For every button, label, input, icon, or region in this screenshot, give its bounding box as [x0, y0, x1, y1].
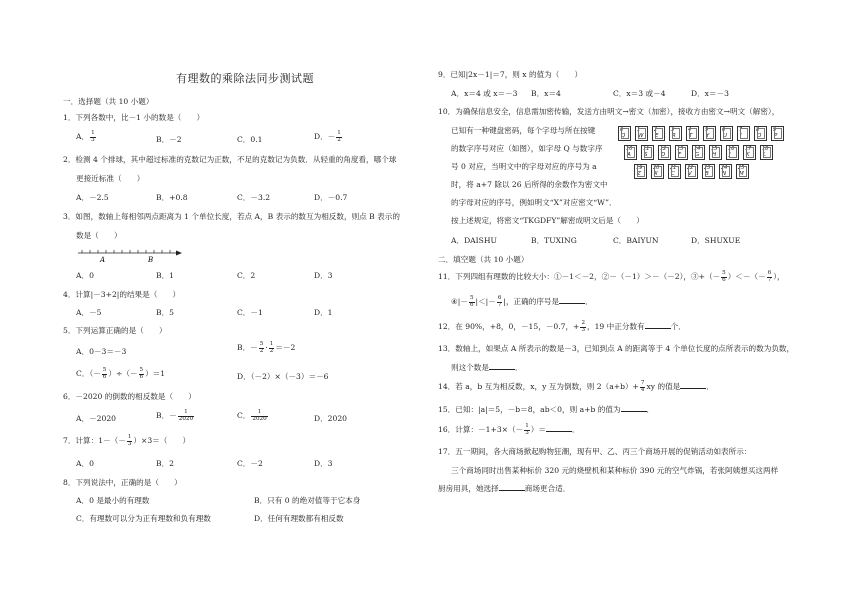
question-3-stem-cont: 数是（ ）: [76, 231, 122, 240]
q1-option-d[interactable]: D．－ $\frac{1}{2}$: [314, 130, 341, 143]
q8-option-c[interactable]: C．有理数可以分为正有理数和负有理数: [76, 514, 211, 523]
question-8-stem: 8．下列说法中，正确的是（ ）: [63, 478, 182, 487]
q3-option-c[interactable]: C．2: [237, 271, 256, 280]
cipher-key-letter: T: [689, 133, 693, 140]
question-17-line2: 三个商场同时出售某种标价 320 元的烧壁机和某种标价 390 元的空气炸锅，若张阿姨想买这两样: [451, 466, 779, 475]
q2-option-c[interactable]: C．－3.2: [237, 193, 271, 202]
cipher-key-letter: M: [739, 171, 744, 178]
q8-option-b[interactable]: B．只有 0 的绝对值等于它本身: [254, 496, 361, 505]
cipher-key: [726, 145, 739, 160]
cipher-key-number: 9: [773, 127, 777, 133]
cipher-key-letter: C: [671, 171, 675, 178]
cipher-key-letter: A: [627, 152, 631, 159]
cipher-key: [686, 126, 699, 141]
cipher-key-number: 1: [637, 127, 641, 133]
cipher-key-number: 17: [745, 146, 752, 152]
q4-option-b[interactable]: B．5: [156, 308, 175, 317]
cipher-key-number: 16: [728, 146, 735, 152]
q2-option-b[interactable]: B．+0.8: [156, 193, 188, 202]
cipher-key: [634, 164, 647, 179]
cipher-key-letter: V: [688, 171, 692, 178]
q11-answer-blank[interactable]: [559, 297, 585, 304]
cipher-key-letter: F: [678, 152, 682, 159]
question-12: 12．在 90%，+8，0，－15，－0.7，+ $\frac{2}{3}$ ，19 中正分数有 个．: [438, 320, 686, 333]
q6-option-c[interactable]: C． $\frac{1}{2020}$: [237, 409, 267, 422]
cipher-key-number: 2: [654, 127, 658, 133]
cipher-key-letter: Y: [706, 133, 710, 140]
q7-option-c[interactable]: C．－2: [237, 459, 263, 468]
point-b-label: B: [148, 256, 154, 264]
q16-answer-blank[interactable]: [546, 425, 572, 432]
q9-option-b[interactable]: B．x＝4: [531, 89, 561, 98]
question-5-stem: 5．下列运算正确的是（ ）: [63, 326, 167, 335]
cipher-key: [652, 126, 665, 141]
question-11-line1: 11．下列四组有理数的比较大小：①－1＜－2，②－（－1）＞－（－2），③+（－ $\frac{5}{6}$ ）＜－（－ $\frac{6}{7}$ ），: [438, 270, 785, 283]
q3-option-d[interactable]: D．3: [314, 271, 333, 280]
section-fill-heading: 二．填空题（共 10 小题）: [438, 255, 529, 264]
question-10-line4: 号 0 对应，当明文中的字母对应的序号为 a: [451, 162, 597, 171]
cipher-key-number: 0: [620, 127, 624, 133]
cipher-key-number: 20: [653, 165, 660, 171]
cipher-key: [658, 145, 671, 160]
question-9-stem: 9．已知|2x－1|＝7，则 x 的值为（ ）: [438, 70, 583, 79]
cipher-key-letter: G: [695, 152, 700, 159]
cipher-key-number: 12: [660, 146, 667, 152]
q7-option-d[interactable]: D．3: [314, 459, 333, 468]
cipher-key-number: 23: [704, 165, 711, 171]
question-10-line6: 的字母对应的序号，例如明文“X”对应密文“W”．: [451, 198, 617, 207]
q17-answer-blank[interactable]: [499, 484, 525, 491]
cipher-key-number: 5: [705, 127, 709, 133]
q5-option-d[interactable]: D．（－2）×（－3）＝－6: [237, 372, 329, 381]
q8-option-d[interactable]: D．任何有理数都有相反数: [254, 514, 344, 523]
question-1-stem: 1．下列各数中，比－1 小的数是（ ）: [63, 113, 205, 122]
cipher-key: [624, 145, 637, 160]
cipher-key-letter: J: [729, 152, 731, 159]
cipher-key: [702, 164, 715, 179]
q12-answer-blank[interactable]: [645, 322, 671, 329]
q10-option-d[interactable]: D．SHUXUE: [691, 236, 741, 245]
cipher-key-letter: Q: [621, 133, 626, 140]
question-4-stem: 4．计算|－3+2|的结果是（ ）: [63, 290, 181, 299]
cipher-key: [719, 164, 732, 179]
page-title: 有理数的乘除法同步测试题: [176, 72, 314, 85]
cipher-key-letter: P: [774, 133, 778, 140]
cipher-key-number: 24: [721, 165, 728, 171]
question-13-line2: 则这个数是 ．: [451, 363, 523, 372]
q8-option-a[interactable]: A．0 是最小的有理数: [76, 496, 150, 505]
q7-option-a[interactable]: A．0: [76, 459, 94, 468]
cipher-key-letter: S: [644, 152, 648, 159]
cipher-key: [720, 126, 733, 141]
q5-option-c[interactable]: C．（－ $\frac{5}{6}$ ）÷（－ $\frac{5}{6}$ ）＝1: [76, 367, 166, 380]
cipher-key-number: 15: [711, 146, 718, 152]
section-choice-heading: 一．选择题（共 10 小题）: [63, 97, 154, 106]
cipher-key: [618, 126, 631, 141]
cipher-key-number: 10: [626, 146, 633, 152]
question-13-line1: 13．数轴上，如果点 A 所表示的数是－3，已知到点 A 的距离等于 4 个单位长度的点所表示的数为负数，: [438, 344, 795, 353]
q6-option-a[interactable]: A．－2020: [76, 414, 116, 423]
cipher-key-letter: O: [757, 133, 762, 140]
cipher-key-number: 25: [738, 165, 745, 171]
cipher-key-letter: L: [763, 152, 767, 159]
question-10-line5: 时，将 a+7 除以 26 后所得的余数作为密文中: [451, 180, 608, 189]
cipher-key: [641, 145, 654, 160]
question-14: 14．若 a，b 互为相反数，x，y 互为倒数，则 2（a+b）+ $\frac{7}{4}$ xy 的值是 ．: [438, 380, 714, 393]
q5-option-b[interactable]: B．－ $\frac{5}{2}$ · $\frac{1}{2}$ ＝－2: [237, 341, 296, 354]
cipher-key-letter: D: [661, 152, 666, 159]
cipher-key-letter: U: [723, 133, 728, 140]
cipher-key: [692, 145, 705, 160]
cipher-key-letter: W: [638, 133, 644, 140]
cipher-key-number: 3: [671, 127, 675, 133]
cipher-key: [669, 126, 682, 141]
cipher-key-number: 18: [762, 146, 769, 152]
question-17-line3: 厨房用具，她选择 商场更合适．: [438, 484, 571, 493]
q1-option-b[interactable]: B．－2: [156, 135, 182, 144]
q5-option-a[interactable]: A．0－3＝－3: [76, 347, 127, 356]
q3-option-a[interactable]: A．0: [76, 271, 94, 280]
cipher-key: [771, 126, 784, 141]
question-10-line7: 按上述规定，将密文“TKGDFY”解密成明文后是（ ）: [451, 216, 644, 225]
q10-option-c[interactable]: C．BAIYUN: [613, 236, 659, 245]
q9-option-d[interactable]: D．x＝－3: [691, 89, 729, 98]
q9-option-a[interactable]: A．x＝4 或 x＝－3: [451, 89, 518, 98]
cipher-key: [675, 145, 688, 160]
cipher-key: [703, 126, 716, 141]
question-6-stem: 6．－2020 的倒数的相反数是（ ）: [63, 392, 196, 401]
cipher-key-number: 13: [677, 146, 684, 152]
question-10-stem: 10．为确保信息安全，信息需加密传输，发送方由明文→密文（加密），接收方由密文→明文（解密），: [438, 107, 780, 116]
cipher-key-letter: H: [712, 152, 717, 159]
question-7-stem: 7．计算：1－（－ $\frac{1}{3}$ ）×3＝（ ）: [63, 434, 191, 447]
number-line-figure: [76, 245, 186, 265]
q1-option-c[interactable]: C．0.1: [237, 135, 263, 144]
q9-option-c[interactable]: C．x＝3 或－4: [613, 89, 666, 98]
cipher-key: [743, 145, 756, 160]
cipher-key-number: 11: [643, 146, 650, 152]
q2-option-a[interactable]: A．－2.5: [76, 193, 109, 202]
cipher-key-letter: K: [746, 152, 750, 159]
cipher-key-number: 22: [687, 165, 694, 171]
cipher-key-letter: I: [740, 133, 742, 140]
cipher-key-number: 6: [722, 127, 726, 133]
q7-option-b[interactable]: B．2: [156, 459, 175, 468]
cipher-key-letter: E: [655, 133, 659, 140]
cipher-key-number: 7: [739, 127, 743, 133]
cipher-key: [651, 164, 664, 179]
question-2-stem-cont: 更接近标准（ ）: [76, 174, 145, 183]
cipher-key-number: 8: [756, 127, 760, 133]
q15-answer-blank[interactable]: [621, 405, 647, 412]
cipher-key: [754, 126, 767, 141]
cipher-key: [736, 164, 749, 179]
question-3-stem: 3．如图，数轴上每相邻两点距离为 1 个单位长度，若点 A，B 表示的数互为相反数，则点 B 表示的: [63, 212, 400, 221]
q13-answer-blank[interactable]: [489, 363, 515, 370]
q1-d-fraction: $\frac{1}{2}$: [337, 130, 341, 143]
cipher-key: [685, 164, 698, 179]
cipher-key-number: 21: [670, 165, 677, 171]
q4-option-d[interactable]: D．1: [314, 308, 333, 317]
cipher-key: [737, 126, 750, 141]
q6-option-d[interactable]: D．2020: [314, 414, 348, 423]
cipher-key-letter: N: [722, 171, 727, 178]
q14-answer-blank[interactable]: [680, 382, 706, 389]
question-11-line2: ④|－ $\frac{5}{6}$ |＜|－ $\frac{6}{7}$ |，正确的序号是 ．: [451, 295, 593, 308]
q4-option-a[interactable]: A．－5: [76, 308, 102, 317]
q10-option-a[interactable]: A．DAISHU: [451, 236, 497, 245]
point-a-label: A: [100, 256, 106, 264]
keyboard-cipher-figure: [618, 126, 798, 186]
question-15: 15．已知：|a|＝5，－b＝8，ab＜0，则 a+b 的值为 ．: [438, 405, 655, 414]
cipher-key-number: 19: [636, 165, 643, 171]
cipher-key-letter: Z: [637, 171, 641, 178]
question-10-line3: 的数字序号对应（如图），如字母 Q 与数字序: [451, 144, 603, 153]
question-16: 16．计算：－1+3×（－ $\frac{1}{3}$ ）＝ ．: [438, 423, 580, 436]
cipher-key: [760, 145, 773, 160]
cipher-key: [635, 126, 648, 141]
cipher-key-number: 4: [688, 127, 692, 133]
q10-option-b[interactable]: B．TUXING: [531, 236, 577, 245]
q2-option-d[interactable]: D．－0.7: [314, 193, 348, 202]
cipher-key-letter: X: [654, 171, 658, 178]
cipher-key-number: 14: [694, 146, 701, 152]
q3-option-b[interactable]: B．1: [156, 271, 175, 280]
cipher-key-letter: R: [672, 133, 676, 140]
question-2-stem: 2．检测 4 个排球，其中超过标准的克数记为正数，不足的克数记为负数．从轻重的角度看，哪个球: [63, 155, 397, 164]
q4-option-c[interactable]: C．－1: [237, 308, 263, 317]
cipher-key: [668, 164, 681, 179]
question-10-line2: 已知有一种键盘密码，每个字母与所在按键: [451, 126, 596, 135]
q6-option-b[interactable]: B．－ $\frac{1}{2020}$: [156, 409, 194, 422]
question-17-line1: 17．五一期间，各大商场掀起购物狂潮，现有甲、乙、丙三个商场开展的促销活动如表所示：: [438, 447, 752, 456]
q1-a-fraction: $\frac{1}{3}$: [91, 130, 95, 143]
cipher-key: [709, 145, 722, 160]
cipher-key-letter: B: [705, 171, 709, 178]
q1-option-a[interactable]: A． $\frac{1}{3}$: [76, 130, 95, 143]
